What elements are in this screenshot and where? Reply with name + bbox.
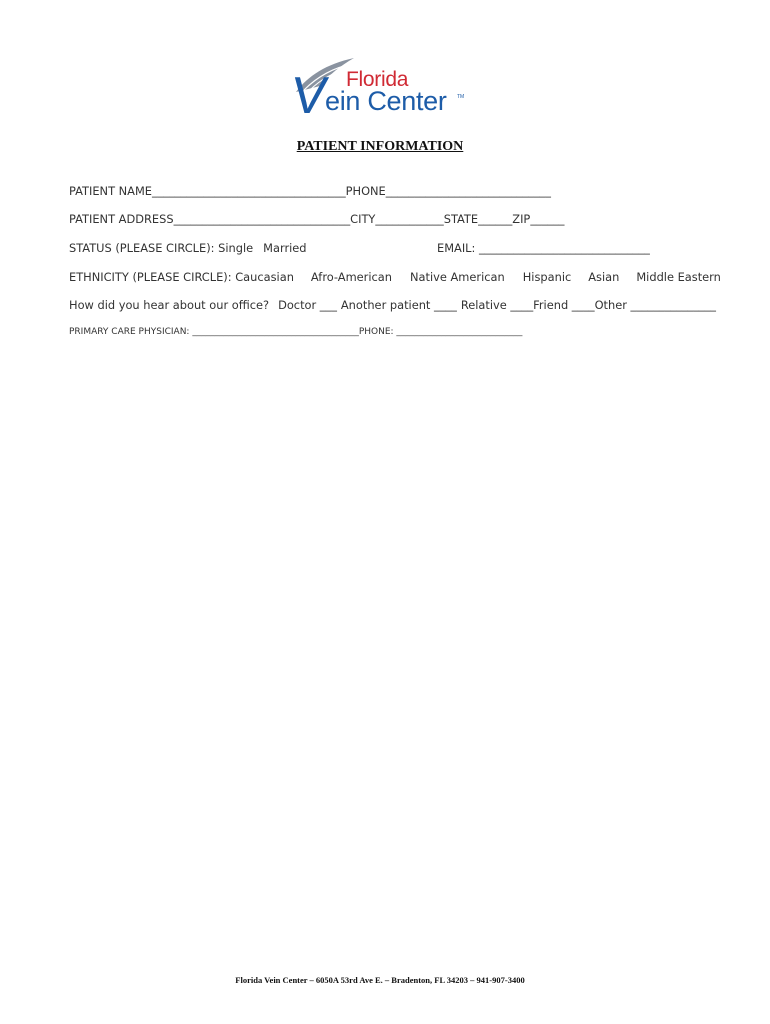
patient-name-row [69, 184, 551, 198]
patient-address-label: PATIENT ADDRESS [69, 212, 174, 226]
page-title: PATIENT INFORMATION [296, 139, 464, 154]
logo-v-letter: V [287, 67, 331, 125]
logo-florida-text: Florida [346, 68, 409, 91]
logo-trademark: TM [457, 94, 465, 100]
city-field[interactable]: ____________ [375, 212, 444, 226]
patient-name-label: PATIENT NAME [69, 184, 152, 198]
phone-label: PHONE [345, 184, 386, 198]
referral-friend[interactable]: Friend ____ [533, 298, 595, 312]
florida-vein-center-logo [287, 56, 470, 125]
physician-phone-field[interactable]: ____________________________ [396, 327, 523, 337]
status-option-married[interactable]: Married [263, 241, 307, 255]
state-label: STATE [443, 212, 479, 226]
ethnicity-option-caucasian[interactable]: Caucasian [235, 270, 294, 284]
zip-label: ZIP [512, 212, 531, 226]
ethnicity-label: ETHNICITY (PLEASE CIRCLE): [69, 270, 236, 284]
status-label: STATUS (PLEASE CIRCLE): [69, 241, 219, 255]
logo-vein-center-text: ein Center [325, 86, 447, 116]
physician-field[interactable]: _____________________________________ [192, 327, 359, 337]
physician-row [69, 327, 522, 337]
referral-row [69, 298, 716, 312]
ethnicity-option-afro-american[interactable]: Afro-American [310, 270, 392, 284]
footer-address: Florida Vein Center – 6050A 53rd Ave E. – Bradenton, FL 34203 – 941-907-3400 [235, 975, 525, 985]
referral-relative[interactable]: Relative ____ [460, 298, 534, 312]
patient-address-field[interactable]: _______________________________ [173, 212, 351, 226]
referral-another-patient[interactable]: Another patient ____ [340, 298, 457, 312]
ethnicity-option-asian[interactable]: Asian [588, 270, 620, 284]
patient-name-field[interactable]: __________________________________ [152, 184, 346, 198]
referral-question: How did you hear about our office? [69, 298, 270, 312]
zip-field[interactable]: ______ [530, 212, 565, 226]
ethnicity-option-middle-eastern[interactable]: Middle Eastern [636, 270, 721, 284]
referral-doctor[interactable]: Doctor ___ [278, 298, 337, 312]
email-field[interactable]: ______________________________ [478, 241, 650, 255]
patient-address-row [69, 212, 564, 226]
status-row [69, 241, 307, 255]
ethnicity-option-native-american[interactable]: Native American [410, 270, 505, 284]
referral-other[interactable]: Other _______________ [594, 298, 716, 312]
state-field[interactable]: ______ [478, 212, 513, 226]
email-row [437, 241, 650, 255]
email-label: EMAIL: [437, 241, 479, 255]
physician-phone-label: PHONE: [358, 327, 397, 337]
ethnicity-option-hispanic[interactable]: Hispanic [522, 270, 572, 284]
ethnicity-row [69, 270, 721, 284]
city-label: CITY [350, 212, 376, 226]
physician-label: PRIMARY CARE PHYSICIAN: [69, 327, 193, 337]
phone-field[interactable]: _____________________________ [385, 184, 551, 198]
status-option-single[interactable]: Single [218, 241, 254, 255]
